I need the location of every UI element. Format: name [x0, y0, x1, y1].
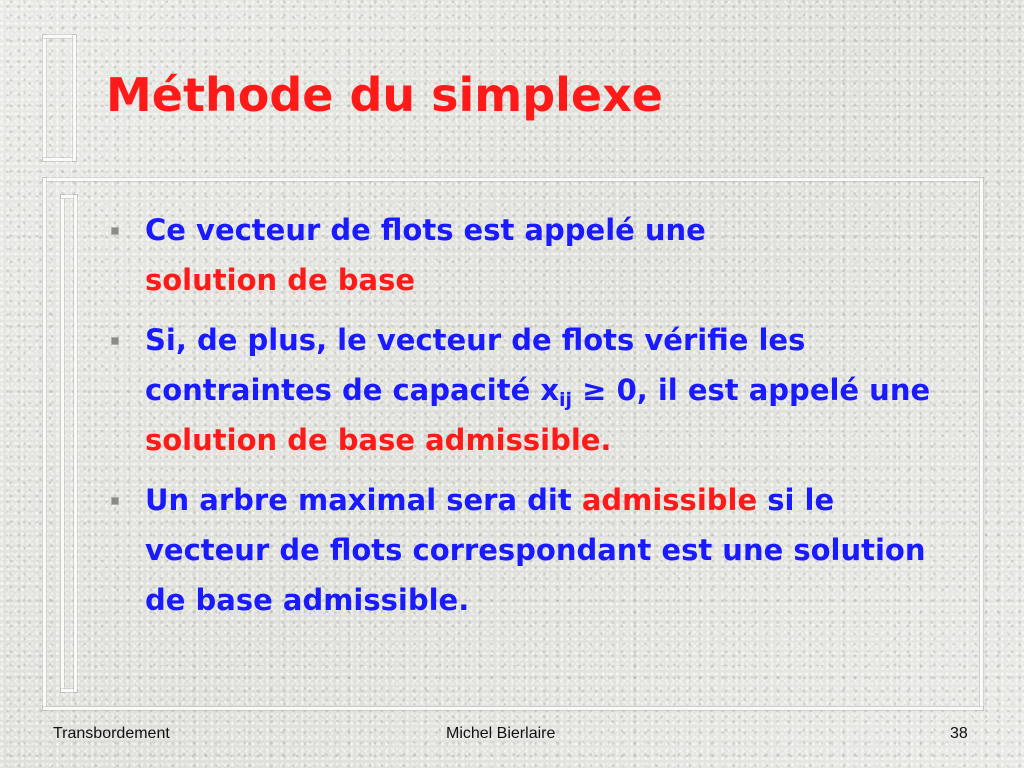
bullet-item [105, 475, 965, 625]
bullet-item [105, 315, 965, 465]
title-frame-right [73, 35, 76, 161]
bullet-text: Si, de plus, le vecteur de flots vérifie les contraintes de capacité x [145, 323, 806, 407]
square-bullet-icon [111, 227, 119, 235]
bullet-text-cont: si le vecteur de flots correspondant est une solution de base admissible. [145, 483, 926, 617]
square-bullet-icon [111, 337, 119, 345]
bullet-highlight: admissible [581, 483, 758, 517]
bullet-highlight: solution de base [145, 263, 416, 297]
content-frame-bottom [43, 707, 983, 710]
title-frame-top [43, 35, 76, 38]
footer-center: Michel Bierlaire [446, 725, 556, 742]
content-frame-top [43, 178, 983, 181]
bullet-item [105, 205, 965, 305]
content-frame-left [43, 178, 46, 710]
bullet-subscript: ij [559, 389, 573, 411]
bullet-text: Ce vecteur de flots est appelé une [145, 213, 706, 247]
square-bullet-icon [111, 497, 119, 505]
content-inner-left [61, 195, 64, 692]
title-frame-bottom [43, 158, 76, 161]
title-frame-left [43, 35, 46, 161]
page-number: 38 [950, 725, 968, 742]
content-frame-right [980, 178, 983, 710]
bullet-text-cont: ≥ 0, il est appelé une [572, 373, 931, 407]
footer-left: Transbordement [53, 725, 170, 742]
slide-title: Méthode du simplexe [106, 68, 663, 122]
bullet-text: Un arbre maximal sera dit [145, 483, 582, 517]
content-inner-right [74, 195, 77, 692]
bullet-list [105, 205, 965, 635]
bullet-highlight: solution de base admissible. [145, 423, 612, 457]
